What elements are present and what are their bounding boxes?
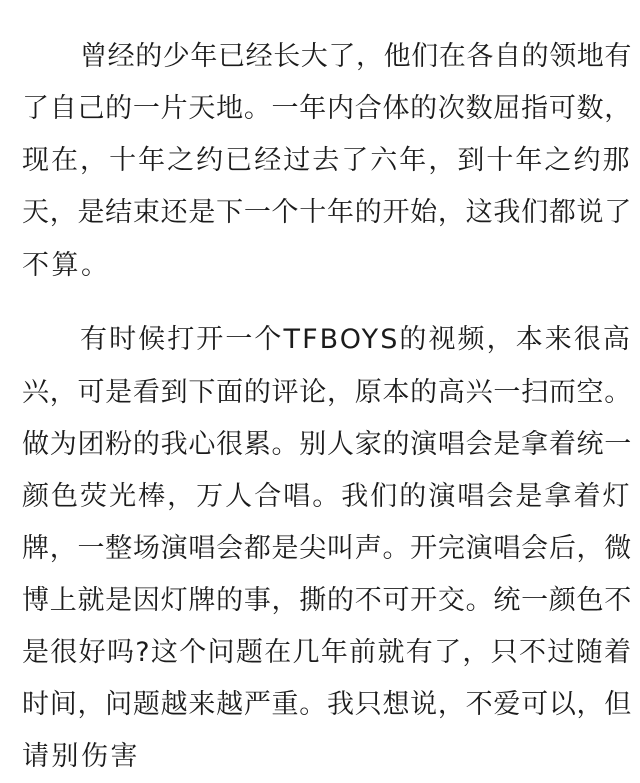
paragraph-1-line-1: 曾经的少年已经长大了，他们在各自的领地有	[80, 41, 632, 72]
paragraph-1-line-3: 现在，十年之约已经过去了六年，到十年之约那	[22, 145, 632, 176]
paragraph-2-line-5: 牌，一整场演唱会都是尖叫声。开完演唱会后，微	[22, 533, 632, 564]
paragraph-1-line-4: 天，是结束还是下一个十年的开始，这我们都说了	[22, 197, 632, 228]
paragraph-2-line-2: 兴，可是看到下面的评论，原本的高兴一扫而空。	[22, 377, 632, 408]
paragraph-2-line-7: 是很好吗?这个问题在几年前就有了，只不过随着	[22, 637, 633, 668]
paragraph-2-line-3: 做为团粉的我心很累。别人家的演唱会是拿着统一	[22, 429, 632, 460]
paragraph-2-line-4: 颜色荧光棒，万人合唱。我们的演唱会是拿着灯	[22, 481, 632, 512]
paragraph-2-line-8: 时间，问题越来越严重。我只想说，不爱可以，但	[22, 689, 632, 720]
paragraph-1-line-5: 不算。	[22, 250, 111, 281]
paragraph-2-line-6: 博上就是因灯牌的事，撕的不可开交。统一颜色不	[22, 585, 632, 616]
paragraph-1-line-2: 了自己的一片天地。一年内合体的次数屈指可数，	[22, 93, 632, 124]
paragraph-2-line-1: 有时候打开一个TFBOYS的视频，本来很高	[80, 324, 632, 355]
paragraph-2-line-9: 请别伤害	[22, 741, 140, 772]
